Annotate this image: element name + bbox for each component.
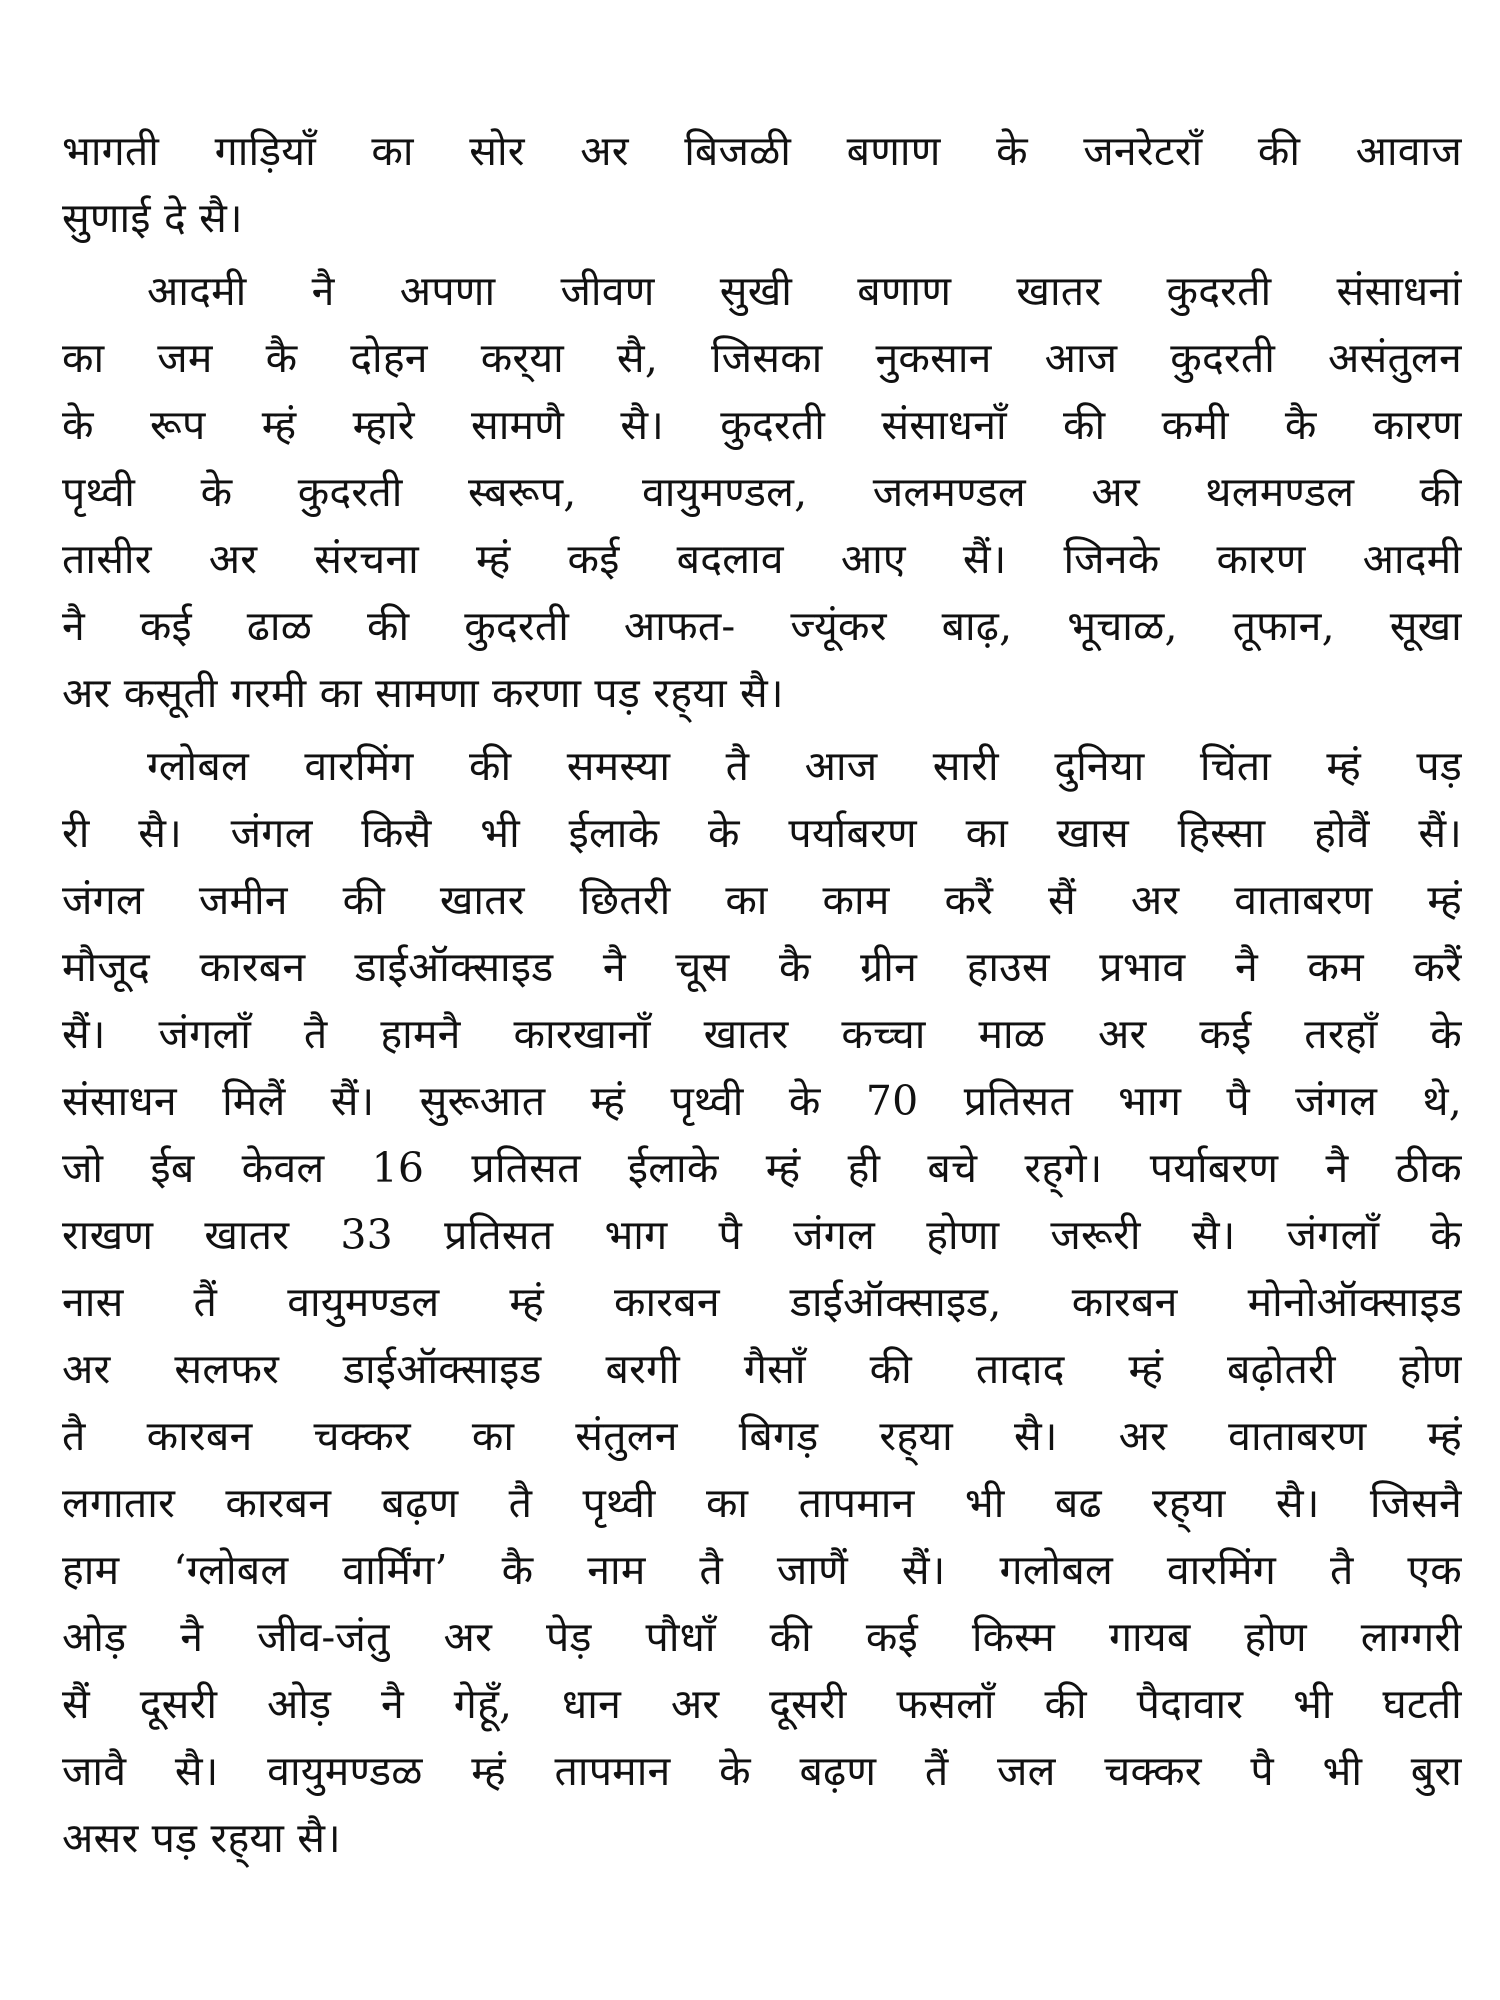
paragraph-2 <box>62 258 1462 727</box>
text-line: जावै सै। वायुमण्डळ म्हं तापमान के बढ़ण तैं जल चक्कर पै भी बुरा <box>62 1747 1462 1795</box>
text-line: मौजूद कारबन डाईऑक्साइड नै चूस कै ग्रीन हाउस प्रभाव नै कम करैं <box>62 943 1462 991</box>
text-line: सुणाई दे सै। <box>62 194 243 242</box>
text-line: भागती गाड़ियाँ का सोर अर बिजळी बणाण के जनरेटराँ की आवाज <box>62 127 1462 175</box>
document-page <box>62 118 1462 1938</box>
text-line: जंगल जमीन की खातर छितरी का काम करैं सैं अर वाताबरण म्हं <box>62 876 1462 924</box>
text-line: के रूप म्हं म्हारे सामणै सै। कुदरती संसाधनाँ की कमी कै कारण <box>62 401 1462 449</box>
text-line: तासीर अर संरचना म्हं कई बदलाव आए सैं। जिनके कारण आदमी <box>62 535 1462 583</box>
text-line: अर कसूती गरमी का सामणा करणा पड़ रह्‌या सै। <box>62 669 784 717</box>
text-line: असर पड़ रह्‌या सै। <box>62 1814 341 1862</box>
paragraph-3 <box>62 733 1462 1872</box>
text-line: री सै। जंगल किसै भी ईलाके के पर्याबरण का खास हिस्सा होवैं सैं। <box>62 809 1462 857</box>
text-line: हाम ‘ग्लोबल वार्मिंग’ कै नाम तै जाणैं सैं। गलोबल वारमिंग तै एक <box>62 1546 1462 1594</box>
text-line: नास तैं वायुमण्डल म्हं कारबन डाईऑक्साइड, कारबन मोनोऑक्साइड <box>62 1278 1462 1326</box>
text-line: अर सलफर डाईऑक्साइड बरगी गैसाँ की तादाद म्हं बढ़ोतरी होण <box>62 1345 1462 1393</box>
text-line: राखण खातर 33 प्रतिसत भाग पै जंगल होणा जरूरी सै। जंगलाँ के <box>62 1211 1462 1259</box>
text-line: ग्लोबल वारमिंग की समस्या तै आज सारी दुनिया चिंता म्हं पड़ <box>147 742 1462 790</box>
text-line: सैं। जंगलाँ तै हामनै कारखानाँ खातर कच्चा माळ अर कई तरहाँ के <box>62 1010 1462 1058</box>
text-line: संसाधन मिलैं सैं। सुरूआत म्हं पृथ्वी के 70 प्रतिसत भाग पै जंगल थे, <box>62 1077 1462 1125</box>
text-line: तै कारबन चक्कर का संतुलन बिगड़ रह्‌या सै। अर वाताबरण म्हं <box>62 1412 1462 1460</box>
text-line: आदमी नै अपणा जीवण सुखी बणाण खातर कुदरती संसाधनां <box>147 267 1462 315</box>
text-line: ओड़ नै जीव-जंतु अर पेड़ पौधाँ की कई किस्म गायब होण लाग्गरी <box>62 1613 1462 1661</box>
text-line: पृथ्वी के कुदरती स्बरूप, वायुमण्डल, जलमण्डल अर थलमण्डल की <box>62 468 1462 516</box>
text-line: नै कई ढाळ की कुदरती आफत- ज्यूंकर बाढ़, भूचाळ, तूफान, सूखा <box>62 602 1462 650</box>
text-line: सैं दूसरी ओड़ नै गेहूँ, धान अर दूसरी फसलाँ की पैदावार भी घटती <box>62 1680 1462 1728</box>
text-line: जो ईब केवल 16 प्रतिसत ईलाके म्हं ही बचे रह्‌गे। पर्याबरण नै ठीक <box>62 1144 1462 1192</box>
text-line: लगातार कारबन बढ़ण तै पृथ्वी का तापमान भी बढ रह्‌या सै। जिसनै <box>62 1479 1462 1527</box>
paragraph-1 <box>62 118 1462 252</box>
text-line: का जम कै दोहन कर्‌या सै, जिसका नुकसान आज कुदरती असंतुलन <box>62 334 1462 382</box>
